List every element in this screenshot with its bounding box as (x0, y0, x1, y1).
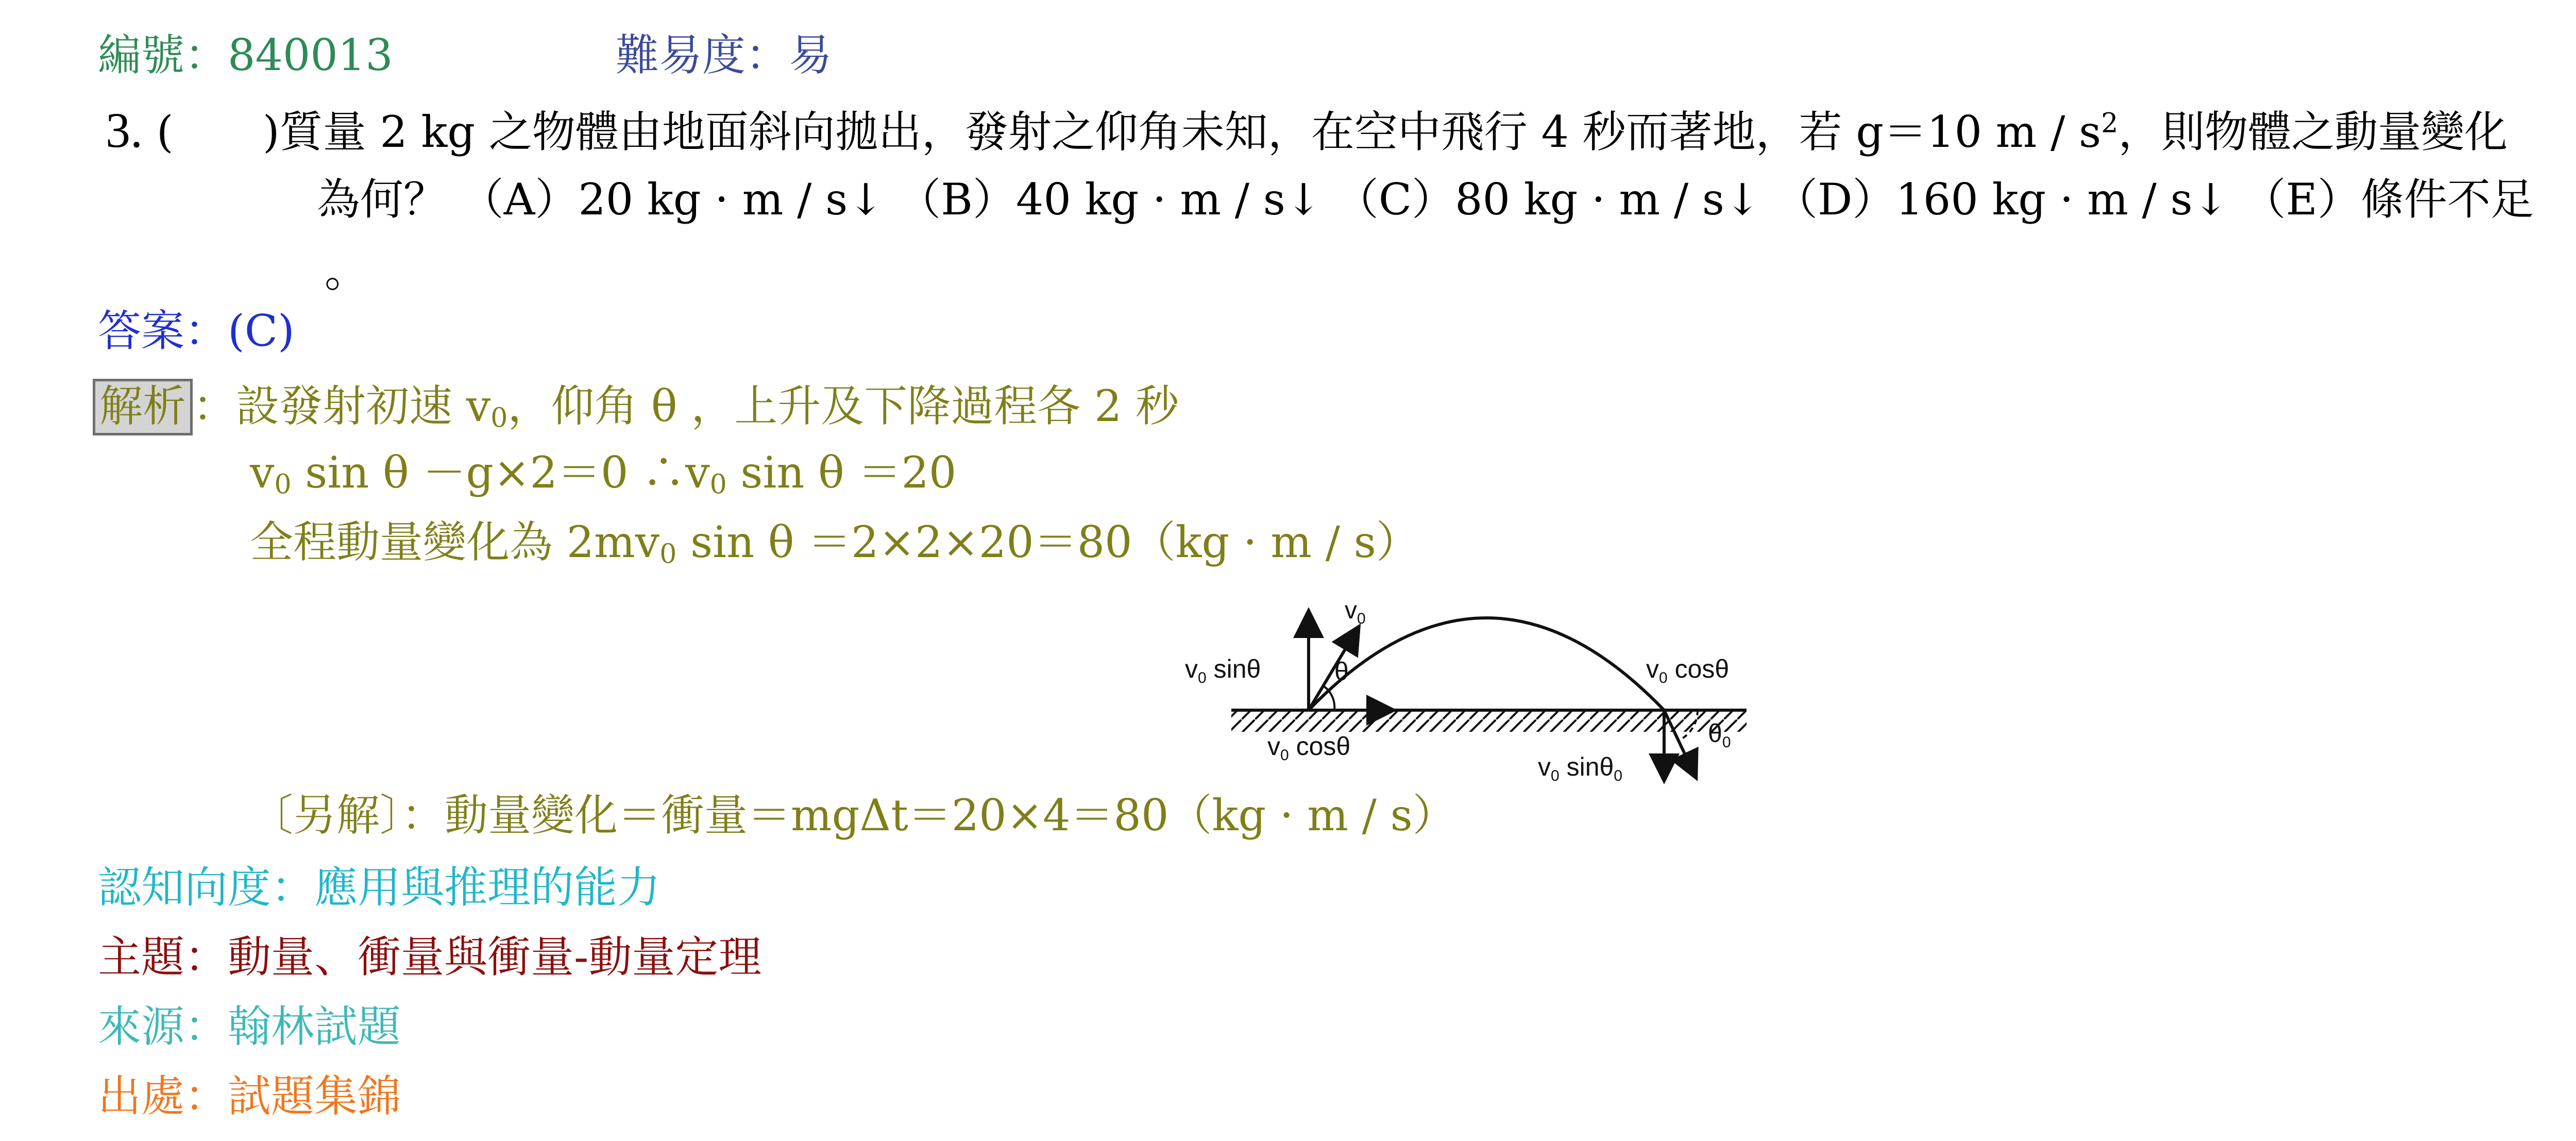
difficulty-label: 難易度：易 (616, 30, 833, 80)
label-v0-sin-theta0: $v_0$ sinθ$_0$ (1538, 752, 1622, 784)
label-v0: $v_0$ (1345, 597, 1366, 627)
analysis-line-2-c: sin θ ＝20 (726, 447, 957, 498)
trajectory-arc (1309, 618, 1664, 710)
question-text-sup: 2 (2101, 108, 2119, 139)
analysis-line-2-sub1: 0 (274, 469, 292, 500)
analysis-line-3 (250, 517, 1419, 570)
label-v0-cos-theta-right: $v_0$ cosθ (1646, 655, 1730, 686)
analysis-line-1-sub: 0 (490, 402, 508, 434)
label-theta0: $\theta_0$ (1708, 719, 1731, 751)
question-line-1 (106, 103, 2508, 158)
analysis-line-2 (250, 447, 957, 500)
analysis-line-2-a: v (250, 447, 275, 498)
analysis-line-2-b: sin θ －g×2＝0 ∴v (291, 447, 710, 498)
question-number: 3. (106, 103, 143, 158)
analysis-line-3-b: sin θ ＝2×2×20＝80（kg · m / s） (676, 517, 1419, 567)
analysis-tag: 解析 (93, 379, 193, 435)
question-line-2: 為何？ （A）20 kg · m / s↓ （B）40 kg · m / s↓ （C）80 kg · m / s↓ （D）160 kg · m / s↓ （E）條件不足 (317, 174, 2534, 225)
projectile-diagram (1175, 572, 1793, 799)
topic: 主題：動量、衝量與衝量-動量定理 (98, 932, 762, 982)
label-v0-sin-theta: $v_0$ sinθ (1185, 655, 1261, 686)
question-open-paren: ( (156, 107, 174, 157)
theta-arc (1324, 686, 1334, 710)
question-line-3: 。 (325, 246, 368, 297)
analysis-line-3-sub: 0 (659, 539, 677, 570)
answer: 答案：(C) (98, 306, 295, 356)
label-v0-cos-theta-bottom: $v_0$ cosθ (1267, 732, 1351, 764)
question-text-b: ，則物體之動量變化 (2118, 107, 2508, 157)
analysis-line-3-a: 全程動量變化為 2mv (250, 517, 660, 567)
analysis-line-2-sub2: 0 (709, 469, 727, 500)
label-theta: θ (1334, 657, 1349, 686)
source: 來源：翰林試題 (98, 1001, 401, 1052)
cognitive-dimension: 認知向度：應用與推理的能力 (98, 862, 661, 913)
analysis-line-1 (93, 379, 1179, 435)
alternative-solution: 〔另解〕：動量變化＝衝量＝mgΔt＝20×4＝80（kg · m / s） (250, 790, 1456, 841)
analysis-line-1-a: ：設發射初速 v (193, 381, 491, 431)
analysis-line-1-b: ，仰角 θ ，上升及下降過程各 2 秒 (507, 381, 1179, 431)
question-code: 編號：840013 (98, 30, 393, 80)
origin: 出處：試題集錦 (98, 1071, 401, 1121)
question-text-a: )質量 2 kg 之物體由地面斜向拋出，發射之仰角未知，在空中飛行 4 秒而著地，若 g＝10 m / s (262, 107, 2102, 157)
